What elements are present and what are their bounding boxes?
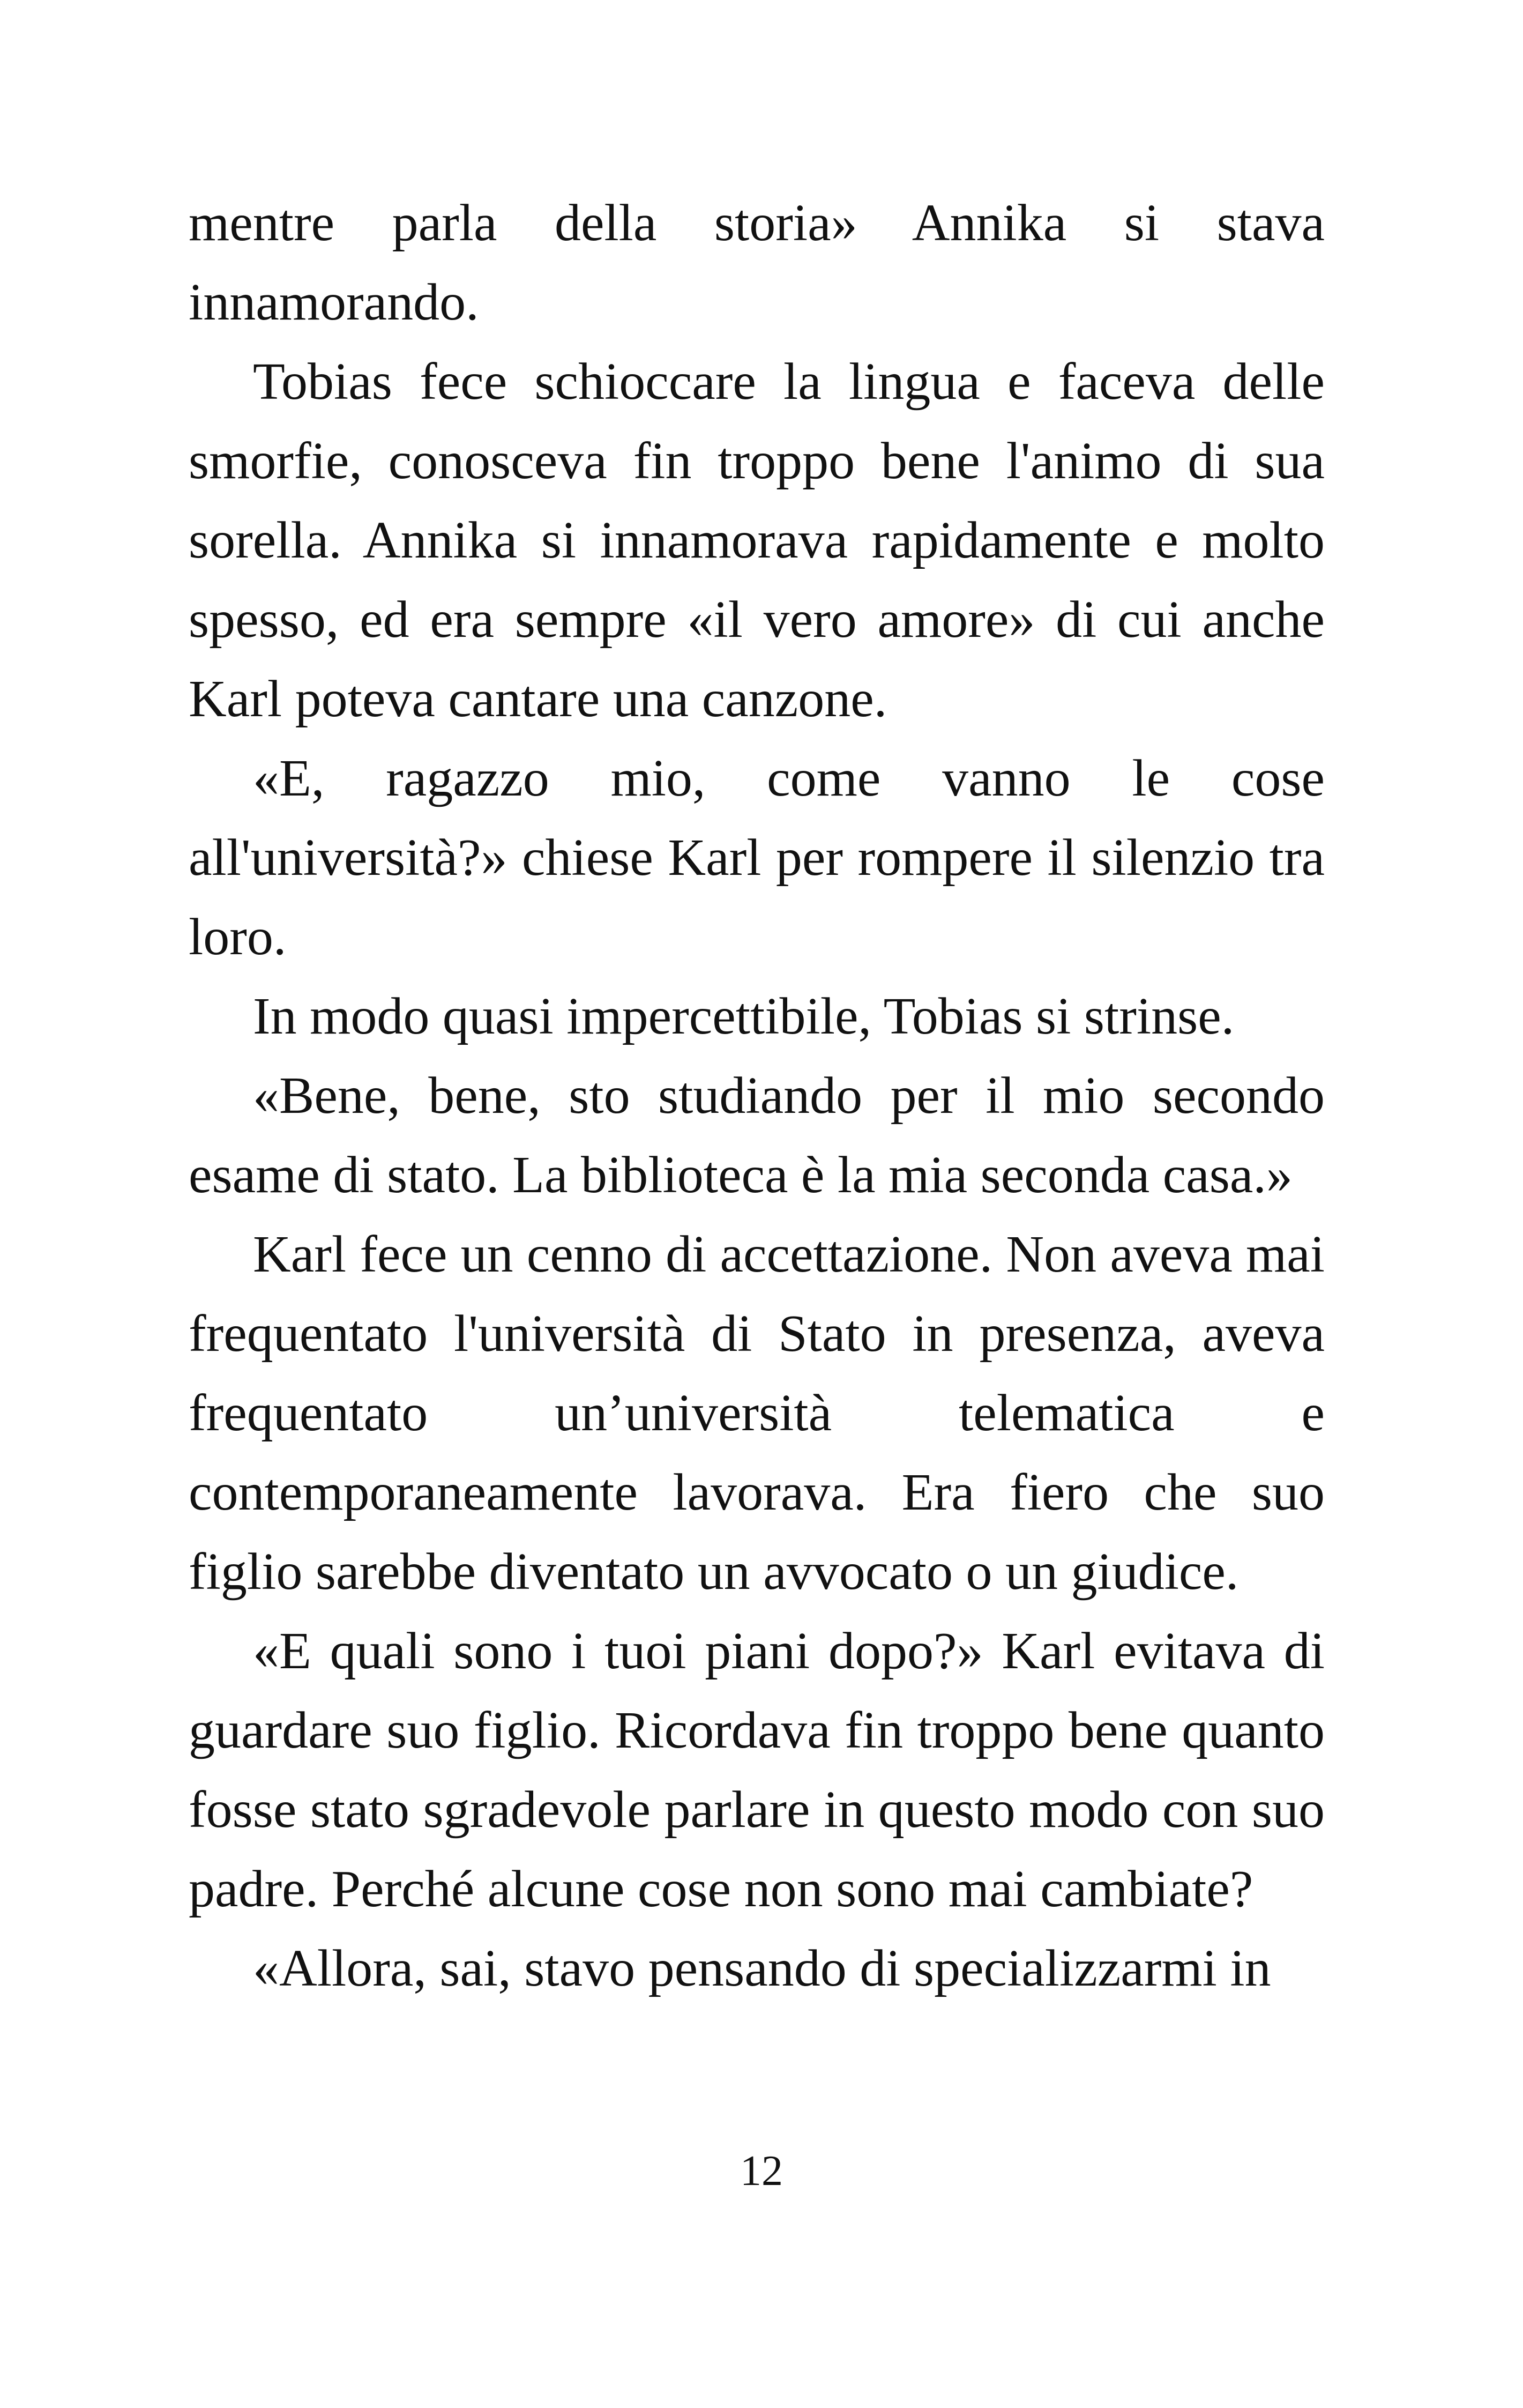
paragraph: In modo quasi impercettibile, Tobias si strinse. — [253, 987, 1235, 1045]
paragraph: «Allora, sai, stavo pensando di specializzarmi in — [253, 1939, 1271, 1997]
paragraph: Tobias fece schioccare la lingua e faceva delle smorfie, conosceva fin troppo bene l'animo di sua sorella. Annika si innamorava rapidamente e molto spesso, ed era sempre «il vero amore» di cui anche Karl poteva cantare una canzone. — [189, 353, 1325, 728]
paragraph: mentre parla della storia» Annika si stava innamorando. — [189, 194, 1325, 331]
paragraph: Karl fece un cenno di accettazione. Non aveva mai frequentato l'università di Stato in presenza, aveva frequentato un’università telematica e contemporaneamente lavorava. Era fiero che suo figlio sarebbe diventato un avvocato o un giudice. — [189, 1225, 1325, 1601]
paragraph: «Bene, bene, sto studiando per il mio secondo esame di stato. La biblioteca è la mia seconda casa.» — [189, 1067, 1325, 1204]
body-text — [189, 183, 1325, 2008]
paragraph: «E, ragazzo mio, come vanno le cose all'università?» chiese Karl per rompere il silenzio tra loro. — [189, 749, 1325, 966]
page-number: 12 — [740, 2147, 783, 2195]
paragraph: «E quali sono i tuoi piani dopo?» Karl evitava di guardare suo figlio. Ricordava fin troppo bene quanto fosse stato sgradevole parlare in questo modo con suo padre. Perché alcune cose non sono mai cambiate? — [189, 1622, 1325, 1918]
